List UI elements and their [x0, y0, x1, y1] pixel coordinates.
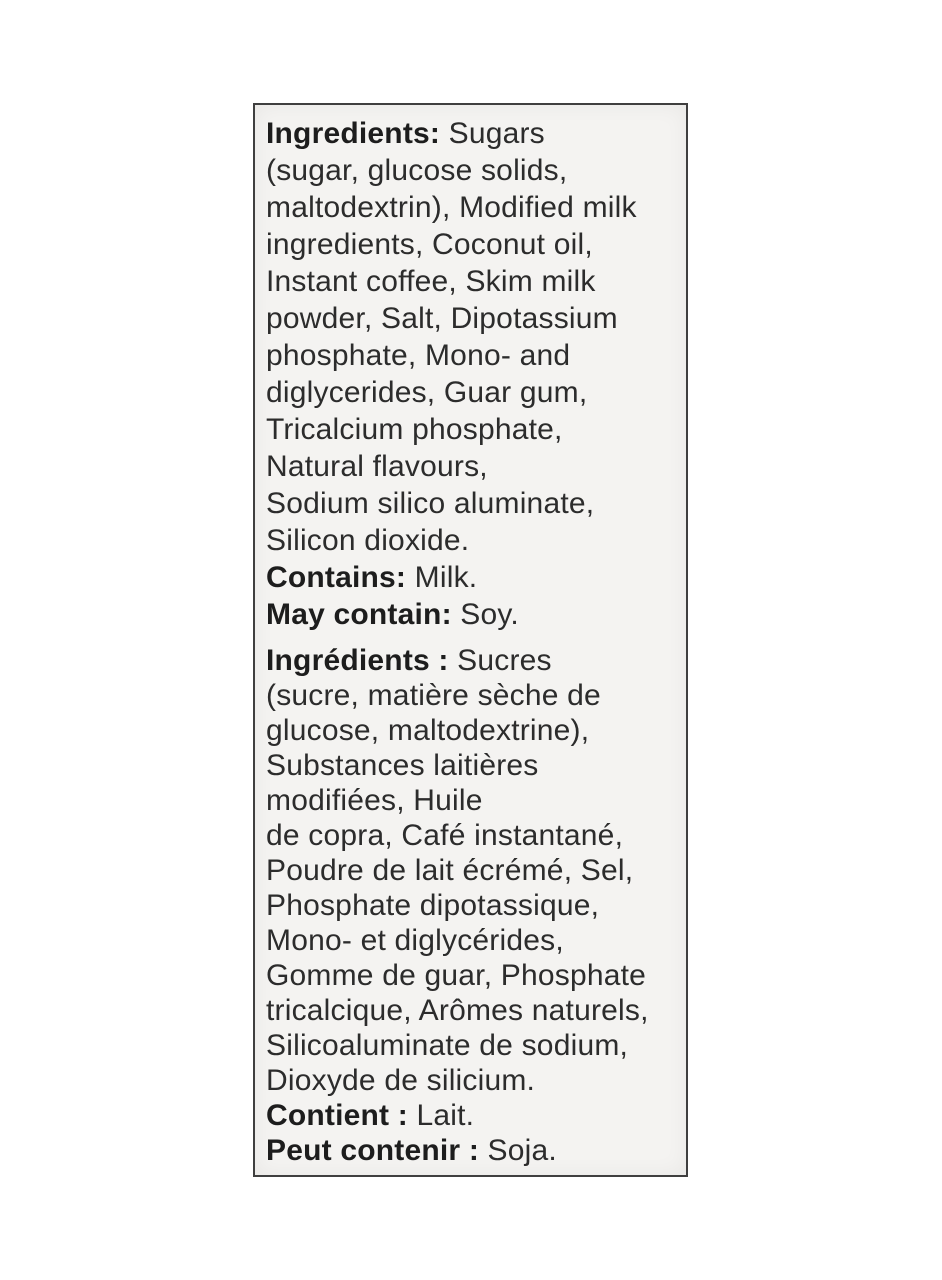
ingredient-line: powder, Salt, Dipotassium — [266, 302, 618, 335]
ingredient-line: Contient : Lait. — [266, 1099, 475, 1132]
ingredient-line: phosphate, Mono- and — [266, 339, 571, 372]
ingredient-line: Sodium silico aluminate, — [266, 487, 595, 520]
ingredient-line-heading: Contains: — [266, 561, 407, 594]
ingredient-line-heading: Ingrédients : — [266, 644, 449, 677]
ingredient-line: Silicon dioxide. — [266, 524, 470, 557]
ingredient-line: (sucre, matière sèche de — [266, 679, 601, 712]
ingredient-line-heading: Contient : — [266, 1099, 408, 1132]
ingredient-line: (sugar, glucose solids, — [266, 154, 568, 187]
ingredient-line: Gomme de guar, Phosphate — [266, 959, 647, 992]
ingredient-line-heading: Ingredients: — [266, 117, 441, 150]
ingredient-line: Natural flavours, — [266, 450, 488, 483]
ingredient-line: Mono- et diglycérides, — [266, 924, 564, 957]
ingredient-line: maltodextrin), Modified milk — [266, 191, 637, 224]
ingredient-label — [253, 103, 688, 1177]
ingredient-line: Phosphate dipotassique, — [266, 889, 600, 922]
ingredient-line: May contain: Soy. — [266, 598, 519, 631]
ingredient-line-heading: May contain: — [266, 598, 452, 631]
ingredient-line: Instant coffee, Skim milk — [266, 265, 596, 298]
ingredient-line: diglycerides, Guar gum, — [266, 376, 588, 409]
ingredient-line: de copra, Café instantané, — [266, 819, 624, 852]
ingredient-line: Silicoaluminate de sodium, — [266, 1029, 629, 1062]
ingredient-line: Dioxyde de silicium. — [266, 1064, 536, 1097]
french-ingredients-section — [266, 643, 682, 1168]
ingredient-line: Tricalcium phosphate, — [266, 413, 563, 446]
ingredient-line: modifiées, Huile — [266, 784, 483, 817]
ingredient-line: glucose, maltodextrine), — [266, 714, 590, 747]
ingredient-line: Ingredients: Sugars — [266, 117, 545, 150]
ingredient-line: Poudre de lait écrémé, Sel, — [266, 854, 634, 887]
ingredient-line: Substances laitières — [266, 749, 539, 782]
ingredient-line: ingredients, Coconut oil, — [266, 228, 593, 261]
ingredient-line: Peut contenir : Soja. — [266, 1134, 557, 1167]
english-ingredients-section — [266, 115, 682, 633]
ingredient-line: Contains: Milk. — [266, 561, 478, 594]
ingredient-line: tricalcique, Arômes naturels, — [266, 994, 649, 1027]
ingredient-line-heading: Peut contenir : — [266, 1134, 480, 1167]
ingredient-line: Ingrédients : Sucres — [266, 644, 552, 677]
